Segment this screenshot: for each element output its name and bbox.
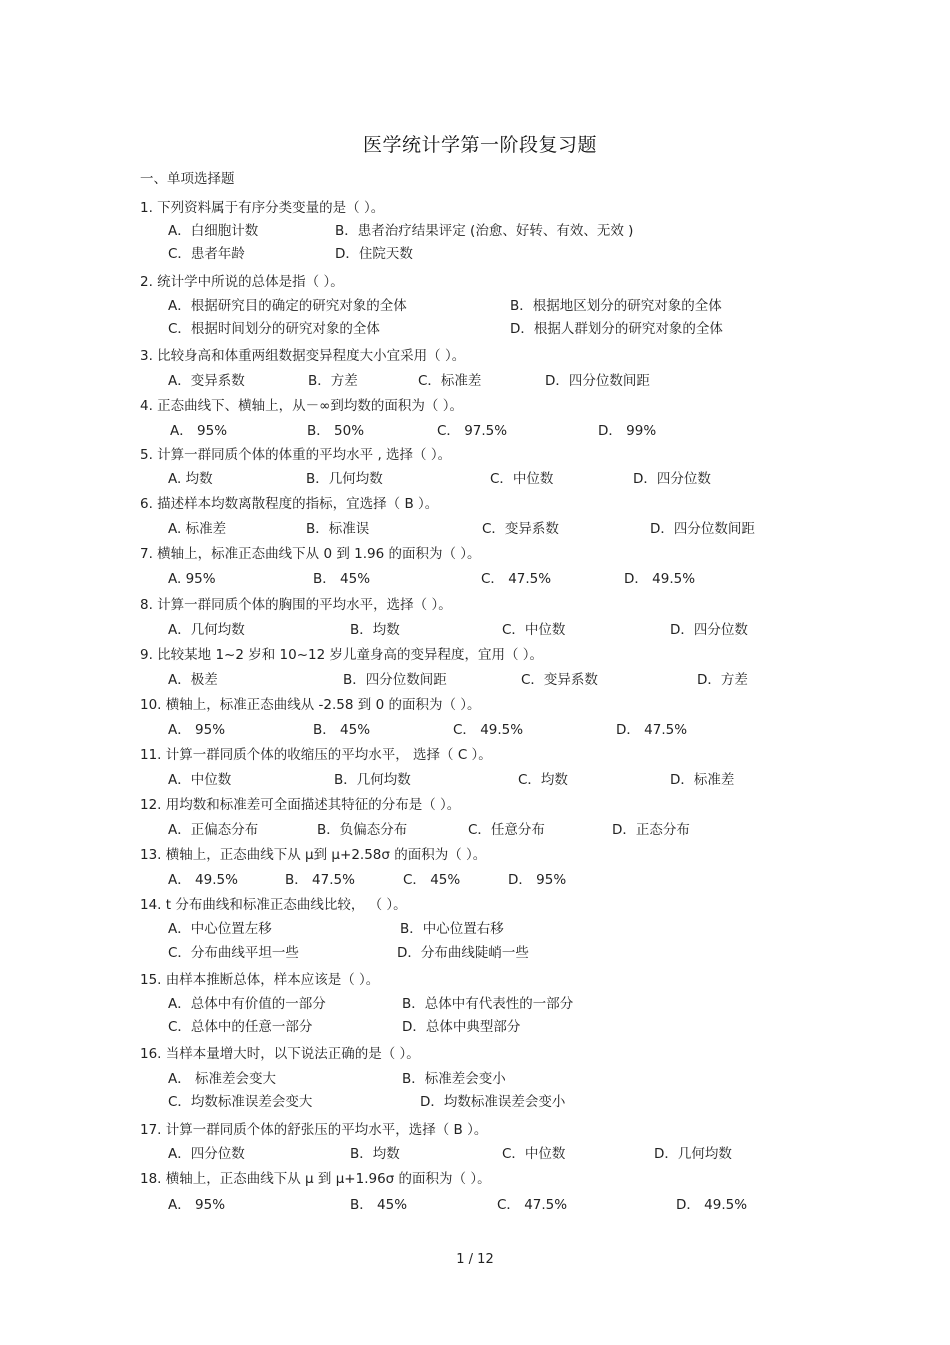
option: D．四分位数间距 — [545, 373, 650, 389]
option: B．总体中有代表性的一部分 — [402, 996, 574, 1012]
option: B．标准误 — [306, 521, 370, 537]
option: D．四分位数 — [670, 622, 748, 638]
question-stem: 3. 比较身高和体重两组数据变异程度大小宜采用（ ）。 — [140, 348, 466, 364]
option: C．中位数 — [502, 1146, 566, 1162]
option: C．均数 — [518, 772, 568, 788]
option: C． 97.5% — [437, 423, 508, 439]
option: C． 49.5% — [453, 722, 524, 738]
option: C．根据时间划分的研究对象的全体 — [168, 321, 380, 337]
option: D． 95% — [508, 872, 567, 888]
option: B．几何均数 — [334, 772, 411, 788]
option: D． 49.5% — [624, 571, 696, 587]
option: A. 标准差 — [168, 521, 227, 537]
option: A． 95% — [170, 423, 228, 439]
option: C．分布曲线平坦一些 — [168, 945, 299, 961]
question-stem: 17. 计算一群同质个体的舒张压的平均水平，选择（ B ）。 — [140, 1122, 488, 1138]
question-stem: 2. 统计学中所说的总体是指（ ）。 — [140, 274, 344, 290]
option: A．四分位数 — [168, 1146, 245, 1162]
option: A．中心位置左移 — [168, 921, 272, 937]
option: A．几何均数 — [168, 622, 245, 638]
option: A. 均数 — [168, 471, 213, 487]
question-stem: 16. 当样本量增大时，以下说法正确的是（ ）。 — [140, 1046, 420, 1062]
option: B． 50% — [307, 423, 365, 439]
option: A．根据研究目的确定的研究对象的全体 — [168, 298, 407, 314]
page-number: 1 / 12 — [456, 1252, 494, 1267]
question-stem: 15. 由样本推断总体，样本应该是（ ）。 — [140, 972, 380, 988]
option: A．极差 — [168, 672, 218, 688]
option: D．住院天数 — [335, 246, 413, 262]
option: D． 47.5% — [616, 722, 688, 738]
option: A．白细胞计数 — [168, 223, 259, 239]
option: A． 标准差会变大 — [168, 1071, 277, 1087]
question-stem: 14. t 分布曲线和标准正态曲线比较， （ ）。 — [140, 897, 407, 913]
option: B． 47.5% — [285, 872, 355, 888]
option: C．中位数 — [502, 622, 566, 638]
option: B．四分位数间距 — [343, 672, 447, 688]
question-stem: 6. 描述样本均数离散程度的指标，宜选择（ B ）。 — [140, 496, 439, 512]
option: D．均数标准误差会变小 — [420, 1094, 566, 1110]
option: C． 47.5% — [497, 1197, 568, 1213]
question-stem: 11. 计算一群同质个体的收缩压的平均水平， 选择（ C ）。 — [140, 747, 492, 763]
option: D． 99% — [598, 423, 657, 439]
section-heading: 一、单项选择题 — [140, 171, 235, 187]
option: B． 45% — [313, 571, 371, 587]
option: D． 49.5% — [676, 1197, 748, 1213]
question-stem: 13. 横轴上，正态曲线下从 μ到 μ+2.58σ 的面积为（ ）。 — [140, 847, 487, 863]
option: C．变异系数 — [482, 521, 559, 537]
option: D．方差 — [697, 672, 748, 688]
option: A．总体中有价值的一部分 — [168, 996, 326, 1012]
option: A．正偏态分布 — [168, 822, 259, 838]
option: C．均数标准误差会变大 — [168, 1094, 313, 1110]
option: B．标准差会变小 — [402, 1071, 506, 1087]
option: B．几何均数 — [306, 471, 383, 487]
option: A． 95% — [168, 1197, 226, 1213]
option: D．标准差 — [670, 772, 735, 788]
question-stem: 4. 正态曲线下、横轴上，从－∞到均数的面积为（ ）。 — [140, 398, 463, 414]
option: D．几何均数 — [654, 1146, 732, 1162]
question-stem: 18. 横轴上，正态曲线下从 μ 到 μ+1.96σ 的面积为（ ）。 — [140, 1171, 491, 1187]
option: A．变异系数 — [168, 373, 245, 389]
option: B． 45% — [313, 722, 371, 738]
option: D．总体中典型部分 — [402, 1019, 521, 1035]
question-stem: 1. 下列资料属于有序分类变量的是（ ）。 — [140, 200, 385, 216]
question-stem: 9. 比较某地 1~2 岁和 10~12 岁儿童身高的变异程度，宜用（ ）。 — [140, 647, 544, 663]
option: B．方差 — [308, 373, 358, 389]
option: A．中位数 — [168, 772, 232, 788]
option: A． 49.5% — [168, 872, 238, 888]
option: C．标准差 — [418, 373, 482, 389]
option: B． 45% — [350, 1197, 408, 1213]
option: A. 95% — [168, 571, 216, 587]
question-stem: 10. 横轴上，标准正态曲线从 -2.58 到 0 的面积为（ ）。 — [140, 697, 481, 713]
option: C． 47.5% — [481, 571, 552, 587]
option: C．任意分布 — [468, 822, 545, 838]
option: C．中位数 — [490, 471, 554, 487]
option: C．患者年龄 — [168, 246, 245, 262]
question-stem: 7. 横轴上，标准正态曲线下从 0 到 1.96 的面积为（ ）。 — [140, 546, 481, 562]
option: D．四分位数 — [633, 471, 711, 487]
option: B．均数 — [350, 622, 400, 638]
option: C．变异系数 — [521, 672, 598, 688]
page-title: 医学统计学第一阶段复习题 — [362, 134, 597, 156]
option: D．根据人群划分的研究对象的全体 — [510, 321, 723, 337]
question-stem: 5. 计算一群同质个体的体重的平均水平 , 选择（ ）。 — [140, 447, 452, 463]
option: B．患者治疗结果评定 (治愈、好转、有效、无效 ) — [335, 223, 634, 239]
option: C．总体中的任意一部分 — [168, 1019, 313, 1035]
question-stem: 12. 用均数和标准差可全面描述其特征的分布是（ ）。 — [140, 797, 461, 813]
option: B．根据地区划分的研究对象的全体 — [510, 298, 722, 314]
option: D．四分位数间距 — [650, 521, 755, 537]
option: C． 45% — [403, 872, 461, 888]
option: B．负偏态分布 — [317, 822, 408, 838]
option: A． 95% — [168, 722, 226, 738]
option: D．正态分布 — [612, 822, 690, 838]
option: B．中心位置右移 — [400, 921, 504, 937]
question-stem: 8. 计算一群同质个体的胸围的平均水平，选择（ ）。 — [140, 597, 452, 613]
option: B．均数 — [350, 1146, 400, 1162]
option: D．分布曲线陡峭一些 — [397, 945, 529, 961]
